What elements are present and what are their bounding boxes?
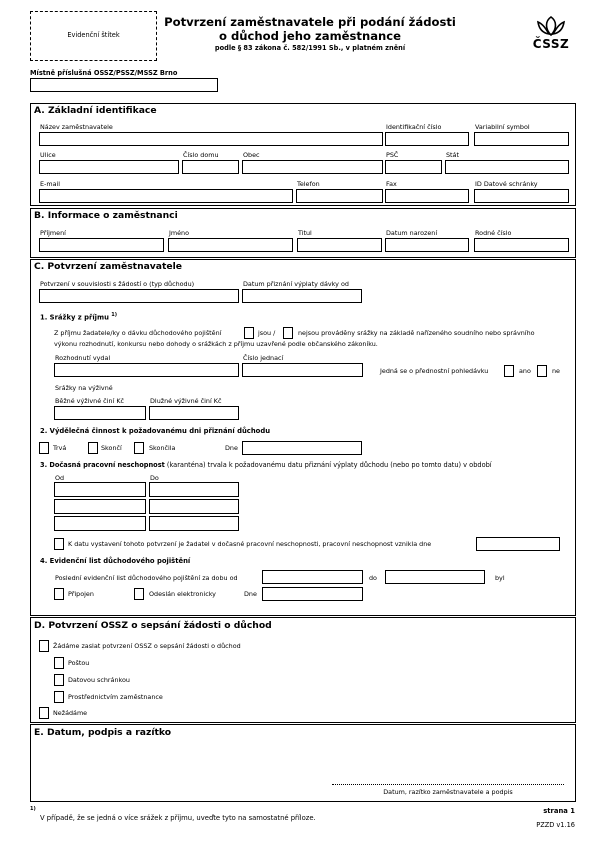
birth-date-field[interactable] [385, 238, 469, 252]
by-post-checkbox[interactable] [54, 657, 64, 669]
fax-field[interactable] [385, 189, 469, 203]
deductions-text-3: výkonu rozhodnutí, konkursu nebo dohody o srážkách z příjmu uzavřené podle občanského zákoníku. [54, 340, 378, 348]
employment-ends-label: Skončí [101, 444, 122, 452]
birth-number-label: Rodné číslo [475, 229, 512, 237]
record-stamp-label: Evidenční štítek [67, 31, 120, 39]
ico-label: Identifikační číslo [386, 123, 442, 131]
form-subtitle: podle § 83 zákona č. 582/1991 Sb., v platném znění [214, 44, 406, 52]
cssz-logo [531, 14, 571, 56]
employment-ended-label: Skončila [149, 444, 176, 452]
request-confirmation-checkbox[interactable] [39, 640, 49, 652]
current-alimony-label: Běžné výživné činí Kč [55, 397, 125, 405]
deductions-title [40, 313, 117, 322]
sick-leave-still-label: K datu vystavení tohoto potvrzení je žadatel v dočasné pracovní neschopnosti, pracovní neschopnost vznikla dne [68, 540, 432, 548]
section-d [30, 617, 576, 723]
municipality-label: Obec [243, 151, 260, 159]
email-label: E-mail [40, 180, 61, 188]
award-date-label: Datum přiznání výplaty dávky od [243, 280, 349, 288]
employment-date-label: Dne [225, 444, 238, 452]
surname-label: Příjmení [40, 229, 66, 237]
birth-date-label: Datum narození [386, 229, 438, 237]
email-field[interactable] [39, 189, 293, 203]
by-post-label: Poštou [68, 659, 90, 667]
section-b-title: B. Informace o zaměstnanci [34, 210, 178, 221]
priority-claim-label: Jedná se o přednostní pohledávku [380, 367, 489, 375]
house-number-field[interactable] [182, 160, 239, 174]
sick-leave-from-field-2[interactable] [54, 499, 146, 514]
variable-symbol-field[interactable] [474, 132, 569, 146]
arrears-alimony-field[interactable] [149, 406, 239, 420]
sick-leave-to-field-3[interactable] [149, 516, 239, 531]
postal-code-field[interactable] [385, 160, 442, 174]
decision-issuer-label: Rozhodnutí vydal [55, 354, 111, 362]
sick-leave-from-field-1[interactable] [54, 482, 146, 497]
form-title-line1: Potvrzení zaměstnavatele při podání žádosti [164, 15, 456, 29]
phone-label: Telefon [297, 180, 320, 188]
sick-leave-still-checkbox[interactable] [54, 538, 64, 550]
section-d-title: D. Potvrzení OSSZ o sepsání žádosti o důchod [34, 620, 272, 631]
databox-id-field[interactable] [474, 189, 569, 203]
last-sheet-to-label: do [369, 574, 377, 582]
office-label: Místně příslušná OSSZ/PSSZ/MSSZ Brno [30, 69, 178, 77]
phone-field[interactable] [296, 189, 383, 203]
first-name-field[interactable] [168, 238, 293, 252]
reference-number-label: Číslo jednací [243, 354, 284, 362]
last-sheet-label: Poslední evidenční list důchodového pojištění za dobu od [55, 574, 238, 582]
birth-number-field[interactable] [474, 238, 569, 252]
by-databox-checkbox[interactable] [54, 674, 64, 686]
employment-lasts-checkbox[interactable] [39, 442, 49, 454]
sick-leave-title-rest: (karanténa) trvala k požadovanému datu přiznání výplaty důchodu (nebo po tomto datu) v období [164, 461, 492, 469]
deductions-text-2: nejsou prováděny srážky na základě nařízeného soudního nebo správního [298, 329, 535, 337]
sent-electronically-label: Odeslán elektronicky [149, 590, 216, 598]
employment-ended-checkbox[interactable] [134, 442, 144, 454]
employment-lasts-label: Trvá [53, 444, 67, 452]
deductions-are-label: jsou / [258, 329, 276, 337]
priority-no-checkbox[interactable] [537, 365, 547, 377]
page-number: strana 1 [543, 807, 575, 815]
office-field[interactable] [30, 78, 218, 92]
municipality-field[interactable] [242, 160, 383, 174]
signature-label: Datum, razítko zaměstnavatele a podpis [383, 788, 513, 796]
via-employee-label: Prostřednictvím zaměstnance [68, 693, 163, 701]
house-number-label: Číslo domu [183, 151, 219, 159]
cssz-emblem-icon [531, 14, 571, 38]
decision-issuer-field[interactable] [54, 363, 239, 377]
street-field[interactable] [39, 160, 179, 174]
via-employee-checkbox[interactable] [54, 691, 64, 703]
record-sheet-date-field[interactable] [262, 587, 363, 601]
ico-field[interactable] [385, 132, 469, 146]
last-sheet-was-label: byl [495, 574, 505, 582]
surname-field[interactable] [39, 238, 164, 252]
current-alimony-field[interactable] [54, 406, 146, 420]
last-sheet-to-field[interactable] [385, 570, 485, 584]
pension-type-label: Potvrzení v souvislosti s žádostí o (typ důchodu) [40, 280, 195, 288]
priority-yes-checkbox[interactable] [504, 365, 514, 377]
last-sheet-from-field[interactable] [262, 570, 363, 584]
databox-id-label: ID Datové schránky [475, 180, 538, 188]
priority-no-label: ne [552, 367, 560, 375]
employment-date-field[interactable] [242, 441, 362, 455]
form-version: PZZD v1.16 [536, 821, 575, 829]
fax-label: Fax [386, 180, 397, 188]
section-c-title: C. Potvrzení zaměstnavatele [34, 261, 183, 272]
pension-type-field[interactable] [39, 289, 239, 303]
state-field[interactable] [445, 160, 569, 174]
deductions-text-1: Z příjmu žadatele/ky o dávku důchodového pojištění [54, 329, 222, 337]
by-databox-label: Datovou schránkou [68, 676, 130, 684]
degree-label: Titul [298, 229, 312, 237]
variable-symbol-label: Variabilní symbol [475, 123, 530, 131]
deductions-are-checkbox[interactable] [244, 327, 254, 339]
request-confirmation-label: Žádáme zaslat potvrzení OSSZ o sepsání žádosti o důchod [53, 642, 241, 650]
sick-leave-to-label: Do [150, 474, 159, 482]
street-label: Ulice [40, 151, 56, 159]
record-sheet-title: 4. Evidenční list důchodového pojištění [40, 557, 191, 565]
form-title-line2: o důchod jeho zaměstnance [218, 29, 402, 43]
first-name-label: Jméno [169, 229, 190, 237]
employer-name-label: Název zaměstnavatele [40, 123, 113, 131]
footnote-number: 1) [30, 806, 36, 812]
cssz-logo-text: ČSSZ [532, 37, 570, 51]
sent-electronically-checkbox[interactable] [134, 588, 144, 600]
alimony-label: Srážky na výživné [55, 384, 113, 392]
sick-leave-to-field-2[interactable] [149, 499, 239, 514]
attached-checkbox[interactable] [54, 588, 64, 600]
deductions-are-not-checkbox[interactable] [283, 327, 293, 339]
postal-code-label: PSČ [386, 151, 399, 159]
deductions-title-text: 1. Srážky z příjmu [40, 313, 109, 322]
record-sheet-date-label: Dne [244, 590, 257, 598]
footnote-text: V případě, že se jedná o více srážek z příjmu, uveďte tyto na samostatné příloze. [40, 814, 316, 822]
sick-leave-title-bold: 3. Dočasná pracovní neschopnost [40, 461, 165, 469]
not-request-label: Nežádáme [53, 709, 88, 717]
employment-ends-checkbox[interactable] [88, 442, 98, 454]
sick-leave-to-field-1[interactable] [149, 482, 239, 497]
arrears-alimony-label: Dlužné výživné činí Kč [150, 397, 222, 405]
attached-label: Připojen [68, 590, 94, 598]
award-date-field[interactable] [242, 289, 362, 303]
degree-field[interactable] [297, 238, 382, 252]
section-a-title: A. Základní identifikace [34, 105, 157, 116]
sick-leave-start-field[interactable] [476, 537, 560, 551]
priority-yes-label: ano [519, 367, 531, 375]
sick-leave-title [40, 462, 492, 470]
reference-number-field[interactable] [242, 363, 363, 377]
sick-leave-from-label: Od [55, 474, 65, 482]
not-request-checkbox[interactable] [39, 707, 49, 719]
employment-title: 2. Výdělečná činnost k požadovanému dni přiznání důchodu [40, 427, 271, 435]
signature-line[interactable] [332, 784, 564, 785]
state-label: Stát [446, 151, 459, 159]
section-e-title: E. Datum, podpis a razítko [34, 727, 172, 738]
footnote-mark: 1) [111, 312, 118, 318]
sick-leave-from-field-3[interactable] [54, 516, 146, 531]
employer-name-field[interactable] [39, 132, 383, 146]
